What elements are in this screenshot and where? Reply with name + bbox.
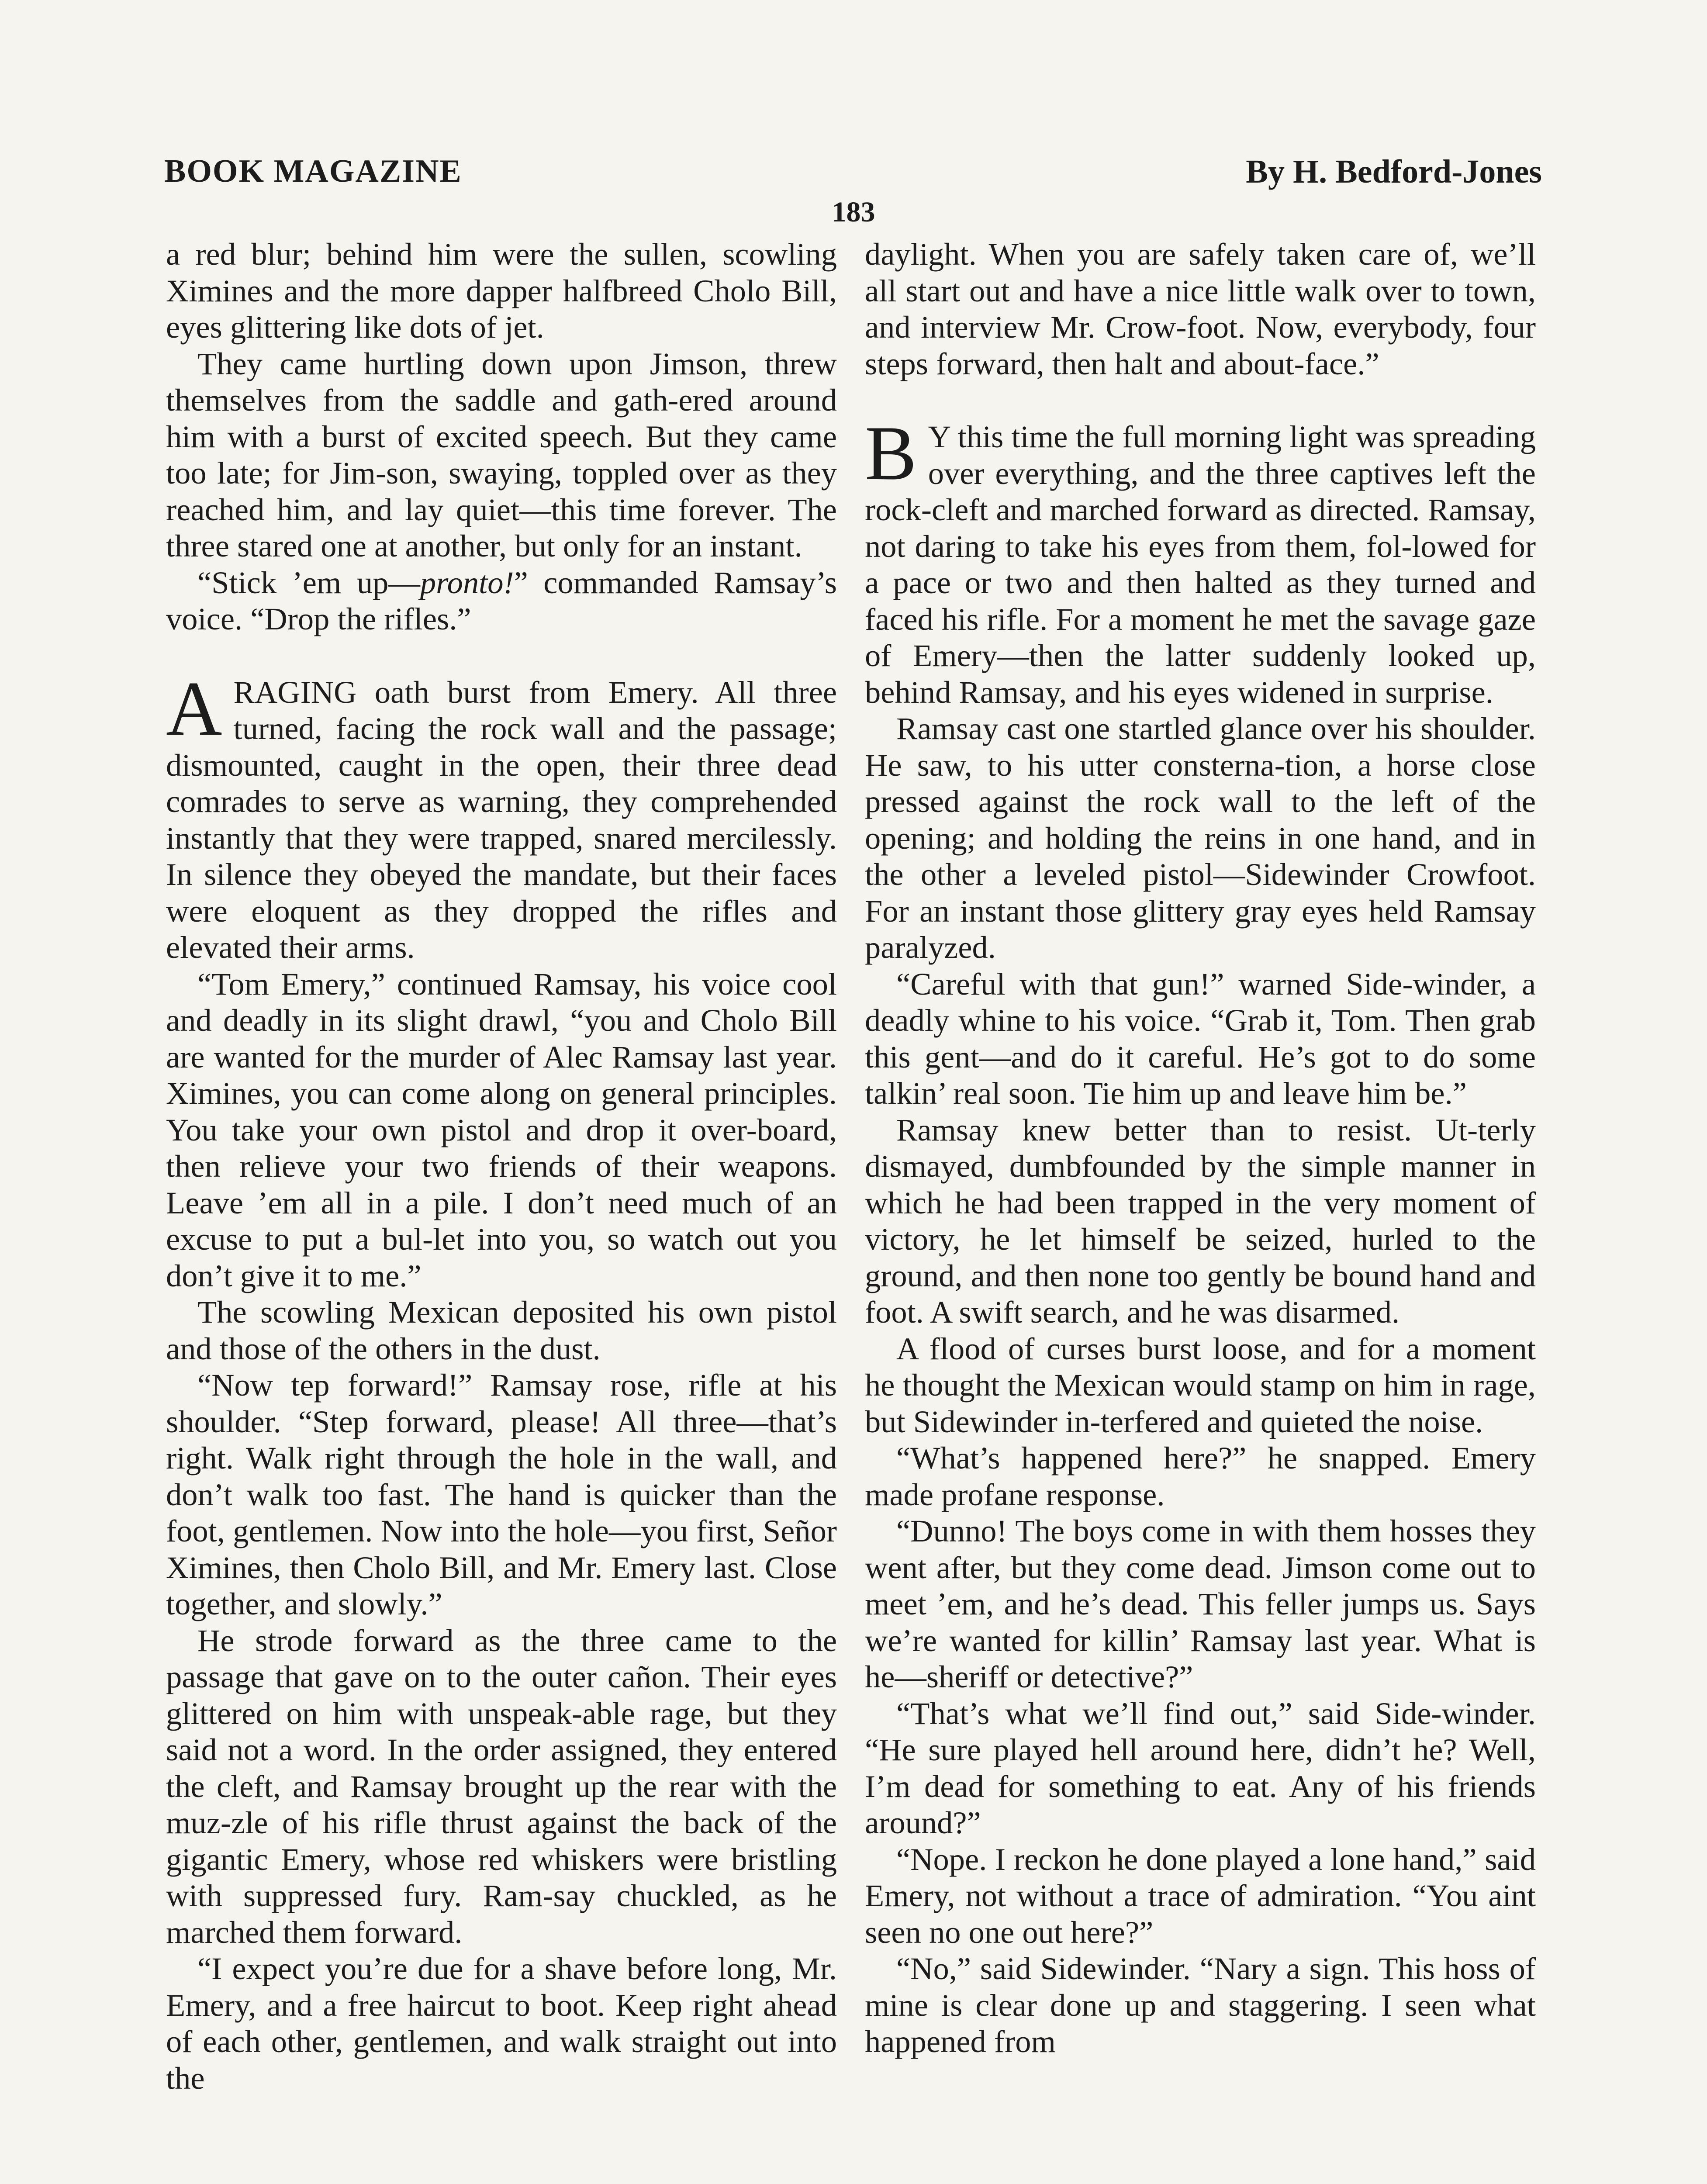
paragraph: “Careful with that gun!” warned Side-winder, a deadly whine to his voice. “Grab it, Tom. Then grab this gent—and do it careful. He’s got to do some talkin’ real soon. Tie him up and leave him be.” xyxy=(865,966,1536,1111)
section-paragraph xyxy=(865,410,1536,710)
text-run: RAGING oath burst from Emery. All three turned, facing the rock wall and the passage; dismounted, caught in the open, their three dead comrades to serve as warning, they comprehended instantly that they were trapped, snared mercilessly. In silence they obeyed the mandate, but their faces were eloquent as they dropped the rifles and elevated their arms. xyxy=(166,674,837,965)
drop-cap: B xyxy=(865,410,917,496)
paragraph: “Now tep forward!” Ramsay rose, rifle at his shoulder. “Step forward, please! All three—that’s right. Walk right through the hole in the wall, and don’t walk too fast. The hand is quicker than the foot, gentlemen. Now into the hole—you first, Señor Ximines, then Cholo Bill, and Mr. Emery last. Close together, and slowly.” xyxy=(166,1367,837,1621)
text-run: Y this time the full morning light was spreading over everything, and the three captives left the rock-cleft and marched forward as directed. Ramsay, not daring to take his eyes from them, fol-lowed for a pace or two and then halted as they turned and faced his rifle. For a moment he met the savage gaze of Emery—then the latter suddenly looked up, behind Ramsay, and his eyes widened in surprise. xyxy=(865,419,1536,710)
paragraph: a red blur; behind him were the sullen, scowling Ximines and the more dapper halfbreed Cholo Bill, eyes glittering like dots of jet. xyxy=(166,236,837,345)
paragraph: The scowling Mexican deposited his own pistol and those of the others in the dust. xyxy=(166,1294,837,1366)
paragraph: “Dunno! The boys come in with them hosses they went after, but they come dead. Jimson come out to meet ’em, and he’s dead. This feller jumps us. Says we’re wanted for killin’ Ramsay last year. What is he—sheriff or detective?” xyxy=(865,1513,1536,1694)
right-column xyxy=(865,236,1536,2060)
paragraph: They came hurtling down upon Jimson, threw themselves from the saddle and gath-ered around him with a burst of excited speech. But they came too late; for Jim-son, swaying, toppled over as they reached him, and lay quiet—this time forever. The three stared one at another, but only for an instant. xyxy=(166,346,837,563)
magazine-title: BOOK MAGAZINE xyxy=(164,153,462,189)
left-column xyxy=(166,236,837,2096)
paragraph: “Nope. I reckon he done played a lone hand,” said Emery, not without a trace of admiration. “You aint seen no one out here?” xyxy=(865,1841,1536,1950)
drop-cap: A xyxy=(166,665,222,752)
author-byline: By H. Bedford-Jones xyxy=(1246,153,1542,190)
italic-text: pronto! xyxy=(420,564,514,600)
paragraph: A flood of curses burst loose, and for a moment he thought the Mexican would stamp on him in rage, but Sidewinder in-terfered and quieted the noise. xyxy=(865,1330,1536,1439)
paragraph: “I expect you’re due for a shave before long, Mr. Emery, and a free haircut to boot. Keep right ahead of each other, gentlemen, and walk straight out into the xyxy=(166,1951,837,2096)
page-number: 183 xyxy=(832,196,875,228)
text-run: “Stick ’em up— xyxy=(197,564,420,600)
paragraph: “No,” said Sidewinder. “Nary a sign. This hoss of mine is clear done up and staggering. I seen what happened from xyxy=(865,1951,1536,2059)
paragraph: “That’s what we’ll find out,” said Side-winder. “He sure played hell around here, didn’t he? Well, I’m dead for something to eat. Any of his friends around?” xyxy=(865,1695,1536,1840)
paragraph: Ramsay cast one startled glance over his shoulder. He saw, to his utter consterna-tion, a horse close pressed against the rock wall to the left of the opening; and holding the reins in one hand, and in the other a leveled pistol—Sidewinder Crowfoot. For an instant those glittery gray eyes held Ramsay paralyzed. xyxy=(865,711,1536,965)
paragraph xyxy=(166,564,837,637)
paragraph: Ramsay knew better than to resist. Ut-terly dismayed, dumbfounded by the simple manner in which he had been trapped in the very moment of victory, he let himself be seized, hurled to the ground, and then none too gently be bound hand and foot. A swift search, and he was disarmed. xyxy=(865,1112,1536,1330)
text-run: ” commanded Ramsay’s voice. “Drop the rifles.” xyxy=(166,564,837,636)
section-paragraph xyxy=(166,665,837,966)
paragraph: “Tom Emery,” continued Ramsay, his voice cool and deadly in its slight drawl, “you and Cholo Bill are wanted for the murder of Alec Ramsay last year. Ximines, you can come along on general principles. You take your own pistol and drop it over-board, then relieve your two friends of their weapons. Leave ’em all in a pile. I don’t need much of an excuse to put a bul-let into you, so watch out you don’t give it to me.” xyxy=(166,966,837,1293)
paragraph: He strode forward as the three came to the passage that gave on to the outer cañon. Their eyes glittered on him with unspeak-able rage, but they said not a word. In the order assigned, they entered the cleft, and Ramsay brought up the rear with the muz-zle of his rifle thrust against the back of the gigantic Emery, whose red whiskers were bristling with suppressed fury. Ram-say chuckled, as he marched them forward. xyxy=(166,1622,837,1950)
paragraph: daylight. When you are safely taken care of, we’ll all start out and have a nice little walk over to town, and interview Mr. Crow-foot. Now, everybody, four steps forward, then halt and about-face.” xyxy=(865,236,1536,381)
paragraph: “What’s happened here?” he snapped. Emery made profane response. xyxy=(865,1440,1536,1512)
